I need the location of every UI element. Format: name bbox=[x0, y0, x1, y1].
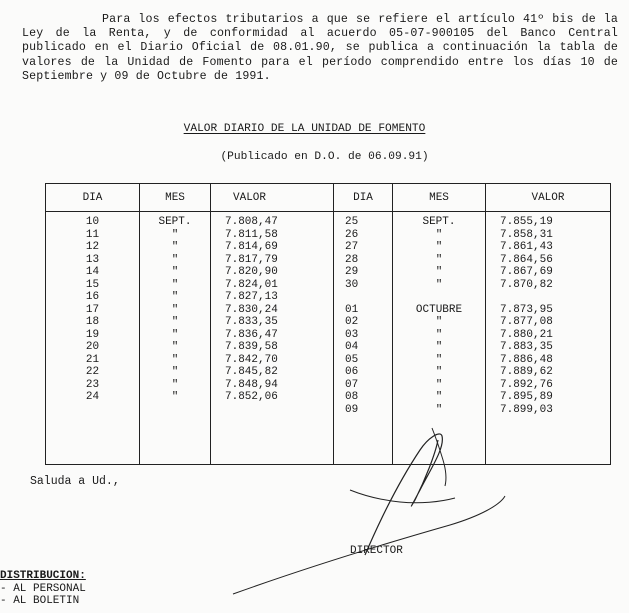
cell-mes: OCTUBRE bbox=[415, 303, 463, 316]
cell-mes: " bbox=[171, 328, 179, 341]
cell-valor: 7.880,21 bbox=[500, 328, 553, 341]
cell-dia: 01 bbox=[345, 303, 359, 316]
cell-mes: " bbox=[171, 316, 179, 328]
director-label: DIRECTOR bbox=[350, 545, 403, 557]
cell-dia: 09 bbox=[345, 403, 359, 416]
cell-valor: 7.899,03 bbox=[500, 403, 553, 416]
cell-mes: " bbox=[171, 378, 179, 391]
cell-valor: 7.820,90 bbox=[225, 266, 278, 278]
distribution-title: DISTRIBUCION: bbox=[0, 570, 86, 582]
cell-mes: " bbox=[171, 341, 179, 353]
cell-dia: 19 bbox=[85, 328, 100, 341]
cell-mes: " bbox=[435, 228, 443, 241]
cell-dia: 11 bbox=[85, 228, 100, 241]
cell-valor: 7.889,62 bbox=[500, 366, 553, 378]
cell-dia: 22 bbox=[85, 366, 100, 378]
cell-mes: " bbox=[435, 378, 443, 391]
cell-mes: " bbox=[435, 328, 443, 341]
distribution-item: - AL PERSONAL bbox=[0, 582, 86, 595]
cell-valor: 7.861,43 bbox=[500, 241, 553, 253]
cell-dia: 16 bbox=[85, 291, 100, 303]
cell-mes: " bbox=[171, 266, 179, 278]
table-subtitle: (Publicado en D.O. de 06.09.91) bbox=[220, 151, 429, 163]
cell-valor: 7.858,31 bbox=[500, 228, 553, 241]
cell-dia: 25 bbox=[345, 216, 359, 228]
cell-valor: 7.830,24 bbox=[225, 303, 278, 316]
cell-valor: 7.814,69 bbox=[225, 241, 278, 253]
cell-valor: 7.873,95 bbox=[500, 303, 553, 316]
cell-dia: 08 bbox=[345, 391, 359, 403]
cell-mes: " bbox=[171, 241, 179, 253]
cell-dia: 04 bbox=[345, 341, 359, 353]
cell-valor: 7.870,82 bbox=[500, 278, 553, 291]
cell-valor: 7.842,70 bbox=[225, 353, 278, 366]
cell-mes: " bbox=[435, 341, 443, 353]
cell-valor: 7.886,48 bbox=[500, 353, 553, 366]
cell-dia: 28 bbox=[345, 253, 359, 266]
header-valor-right: VALOR bbox=[486, 184, 611, 212]
cell-mes: " bbox=[435, 353, 443, 366]
cell-mes: " bbox=[171, 278, 179, 291]
cell-valor: 7.836,47 bbox=[225, 328, 278, 341]
closing-greeting: Saluda a Ud., bbox=[30, 475, 120, 488]
distribution-item: - AL BOLETIN bbox=[0, 595, 80, 607]
table-title: VALOR DIARIO DE LA UNIDAD DE FOMENTO bbox=[183, 123, 426, 135]
cell-valor: 7.811,58 bbox=[225, 228, 278, 241]
cell-dia: 20 bbox=[85, 341, 100, 353]
cell-dia: 24 bbox=[85, 391, 100, 403]
intro-text: Para los efectos tributarios a que se refiere el artículo 41º bis de la Ley de la Renta, y de conformidad al acuerdo 05-07-900105 del Banco Central publicado en el Diario Oficial de 08.01.90, se publica a continuación la tabla de valores de la Unidad de Fomento para el período comprendido entre los días 10 de Septiembre y 09 de Octubre de 1991. bbox=[22, 13, 618, 83]
cell-dia: 15 bbox=[85, 278, 100, 291]
cell-dia: 03 bbox=[345, 328, 359, 341]
cell-mes: " bbox=[435, 316, 443, 328]
cell-mes: " bbox=[435, 253, 443, 266]
cell-dia: 12 bbox=[85, 241, 100, 253]
header-dia-left: DIA bbox=[46, 184, 140, 212]
cell-dia: 21 bbox=[85, 353, 100, 366]
cell-dia: 27 bbox=[345, 241, 359, 253]
cell-valor: 7.808,47 bbox=[225, 216, 278, 228]
cell-mes: SEPT. bbox=[158, 216, 192, 228]
cell-mes: " bbox=[171, 291, 179, 303]
cell-mes: " bbox=[435, 366, 443, 378]
cell-valor: 7.877,08 bbox=[500, 316, 553, 328]
cell-mes: " bbox=[171, 391, 179, 403]
cell-mes: " bbox=[435, 403, 443, 416]
cell-mes: " bbox=[171, 303, 179, 316]
cell-valor: 7.867,69 bbox=[500, 266, 553, 278]
cell-valor: 7.895,89 bbox=[500, 391, 553, 403]
cell-dia: 14 bbox=[85, 266, 100, 278]
cell-dia: 26 bbox=[345, 228, 359, 241]
cell-dia: 05 bbox=[345, 353, 359, 366]
cell-valor: 7.852,06 bbox=[225, 391, 278, 403]
cell-dia: 06 bbox=[345, 366, 359, 378]
cell-valor: 7.855,19 bbox=[500, 216, 553, 228]
cell-valor: 7.833,35 bbox=[225, 316, 278, 328]
header-valor-left: VALOR bbox=[211, 184, 334, 212]
cell-dia: 02 bbox=[345, 316, 359, 328]
cell-dia: 23 bbox=[85, 378, 100, 391]
cell-valor: 7.864,56 bbox=[500, 253, 553, 266]
cell-mes: " bbox=[435, 266, 443, 278]
cell-dia: 13 bbox=[85, 253, 100, 266]
cell-mes: " bbox=[171, 228, 179, 241]
header-mes-left: MES bbox=[140, 184, 211, 212]
cell-dia: 17 bbox=[85, 303, 100, 316]
distribution-list bbox=[0, 570, 86, 608]
header-dia-right: DIA bbox=[334, 184, 393, 212]
cell-valor: 7.839,58 bbox=[225, 341, 278, 353]
cell-valor: 7.827,13 bbox=[225, 291, 278, 303]
cell-mes: " bbox=[171, 253, 179, 266]
cell-mes: " bbox=[435, 241, 443, 253]
header-mes-right: MES bbox=[393, 184, 486, 212]
cell-dia: 29 bbox=[345, 266, 359, 278]
cell-dia: 30 bbox=[345, 278, 359, 291]
cell-mes: " bbox=[435, 278, 443, 291]
cell-valor: 7.892,76 bbox=[500, 378, 553, 391]
cell-mes: " bbox=[171, 353, 179, 366]
cell-mes: " bbox=[435, 391, 443, 403]
cell-valor: 7.824,01 bbox=[225, 278, 278, 291]
cell-valor: 7.883,35 bbox=[500, 341, 553, 353]
cell-mes: SEPT. bbox=[422, 216, 456, 228]
cell-dia: 10 bbox=[85, 216, 100, 228]
cell-mes: " bbox=[171, 366, 179, 378]
cell-dia: 07 bbox=[345, 378, 359, 391]
cell-valor: 7.845,82 bbox=[225, 366, 278, 378]
cell-valor: 7.817,79 bbox=[225, 253, 278, 266]
cell-dia: 18 bbox=[85, 316, 100, 328]
cell-valor: 7.848,94 bbox=[225, 378, 278, 391]
